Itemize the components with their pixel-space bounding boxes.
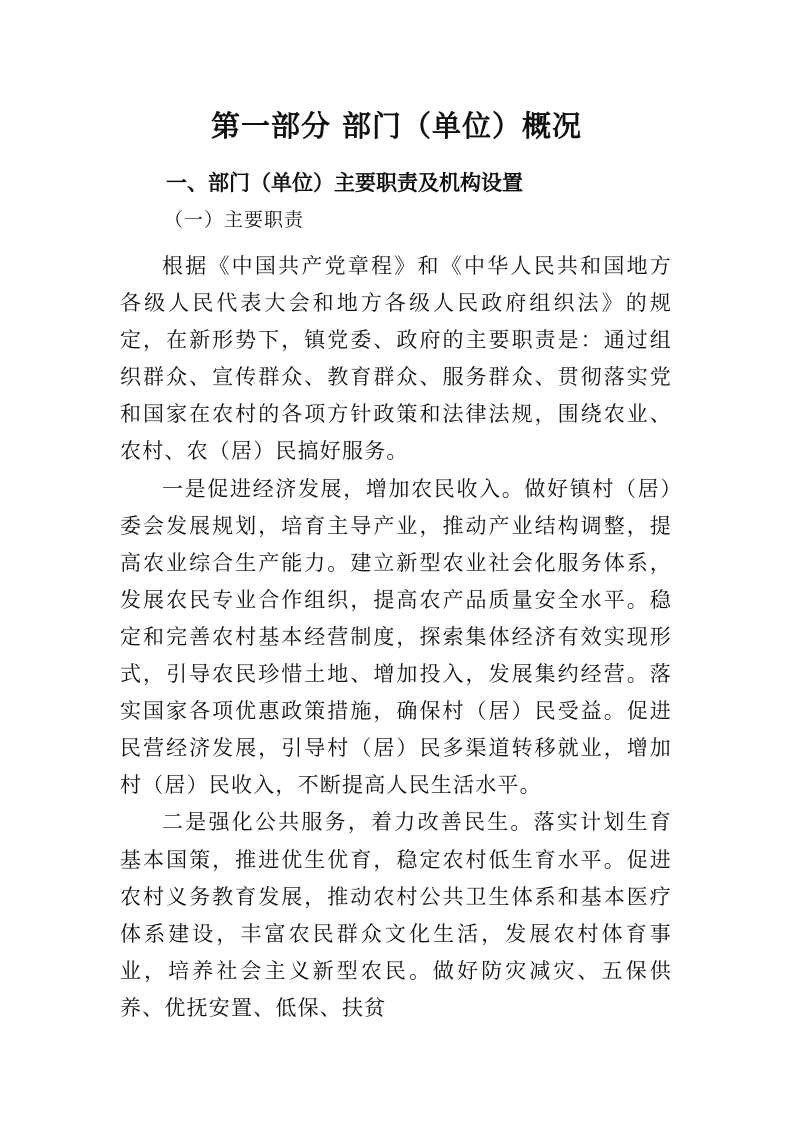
page-title: 第一部分 部门（单位）概况 bbox=[210, 109, 583, 143]
paragraph-public-service: 二是强化公共服务，着力改善民生。落实计划生育基本国策，推进优生优育，稳定农村低生育水平。促进农村义务教育发展，推动农村公共卫生体系和基本医疗体系建设，丰富农民群众文化生活，发展农村体育事业，培养社会主义新型农民。做好防灾减灾、五保供养、优抚安置、低保、扶贫 bbox=[120, 810, 672, 1020]
body-text bbox=[120, 248, 672, 1027]
paragraph-intro: 根据《中国共产党章程》和《中华人民共和国地方各级人民代表大会和地方各级人民政府组织法》的规定，在新形势下，镇党委、政府的主要职责是：通过组织群众、宣传群众、教育群众、服务群众、贯彻落实党和国家在农村的各项方针政策和法律法规，围绕农业、农村、农（居）民搞好服务。 bbox=[120, 254, 672, 464]
paragraph-economy: 一是促进经济发展，增加农民收入。做好镇村（居）委会发展规划，培育主导产业，推动产业结构调整，提高农业综合生产能力。建立新型农业社会化服务体系，发展农民专业合作组织，提高农产品质量安全水平。稳定和完善农村基本经营制度，探索集体经济有效实现形式，引导农民珍惜土地、增加投入，发展集约经营。落实国家各项优惠政策措施，确保村（居）民受益。促进民营经济发展，引导村（居）民多渠道转移就业，增加村（居）民收入，不断提高人民生活水平。 bbox=[120, 476, 672, 798]
section-heading: 一、部门（单位）主要职责及机构设置 bbox=[166, 171, 523, 195]
subsection-heading: （一）主要职责 bbox=[164, 209, 305, 231]
